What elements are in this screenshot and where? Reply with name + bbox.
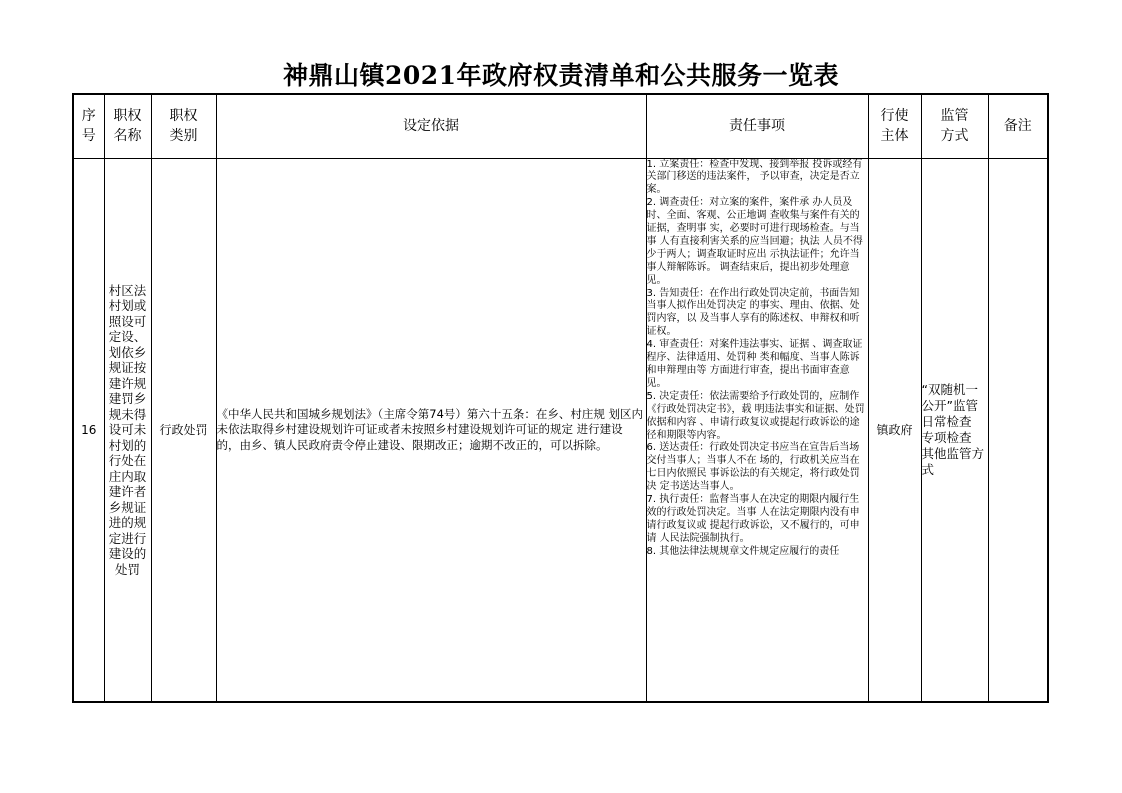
table-header-row <box>73 94 1048 158</box>
supervision-method: 专项检查 <box>921 429 972 445</box>
header-seq: 序号 <box>73 94 104 158</box>
row-legal-basis: 《中华人民共和国城乡规划法》（主席令第74号）第六十五条：在乡、村庄规 划区内未依法取得乡村建设规划许可证或者未按照乡村建设规划许可证的规定 进行建设的，由乡、镇人民政府责令停止建设、限期改正；逾期不改正的，可以拆除。 <box>216 158 646 702</box>
responsibility-item: 3. 告知责任：在作出行政处罚决定前，书面告知当事人拟作出处罚决定 的事实、理由、依据、处罚内容，以 及当事人享有的陈述权、申辩权和听 证权。 <box>646 287 860 338</box>
responsibility-item: 6. 送达责任：行政处罚决定书应当在宣告后当场交付当事人；当事人不在 场的，行政机关应当在七日内依照民 事诉讼法的有关规定，将行政处罚决 定书送达当事人。 <box>646 442 860 493</box>
header-note: 备注 <box>988 94 1048 158</box>
row-authority-type: 行政处罚 <box>151 158 216 702</box>
responsibility-item: 2. 调查责任：对立案的案件，案件承 办人员及时、全面、客观、公正地调 查收集与案件有关的证据，查明事 实，必要时可进行现场检查。与当事 人有直接利害关系的应当回避；执法 人员不得少于两人；调查取证时应出 示执法证件；允许当事人辩解陈诉。 调查结束后，提出初步处理意见。 <box>646 197 863 286</box>
header-name: 职权名称 <box>104 94 151 158</box>
responsibility-item: 1. 立案责任：检查中发现、接到举报 投诉或经有关部门移送的违法案件， 予以审查，决定是否立案。 <box>646 158 863 196</box>
row-seq: 16 <box>73 158 104 702</box>
responsibility-item: 8. 其他法律法规规章文件规定应履行的责任 <box>646 545 840 557</box>
header-basis: 设定依据 <box>216 94 646 158</box>
responsibility-item: 7. 执行责任：监督当事人在决定的期限内履行生效的行政处罚决定。当事 人在法定期限内没有申请行政复议或 提起行政诉讼，又不履行的，可申请 人民法院强制执行。 <box>646 494 860 544</box>
header-subject: 行使主体 <box>868 94 921 158</box>
row-authority-name: 村区法村划或照设可定设、划依乡规证按建许规建罚乡规未得设可未村划的行处在庄内取建许者乡规证进的规定进行建设的处罚 <box>104 158 151 702</box>
row-note <box>988 158 1048 702</box>
supervision-method: 其他监管方式 <box>921 445 985 477</box>
page-title: 神鼎山镇2021年政府权责清单和公共服务一览表 <box>282 61 840 90</box>
responsibility-item: 4. 审查责任：对案件违法事实、证据 、调查取证程序、法律适用、处罚种 类和幅度、当事人陈诉和申辩理由等 方面进行审查，提出书面审查意见。 <box>646 339 863 389</box>
table-row <box>73 158 1048 702</box>
row-responsibilities <box>646 158 868 702</box>
authority-table <box>72 93 1049 703</box>
supervision-method: 日常检查 <box>921 413 972 429</box>
header-responsibility: 责任事项 <box>646 94 868 158</box>
responsibility-item: 5. 决定责任：依法需要给予行政处罚的，应制作《行政处罚决定书》，载 明违法事实和证据、处罚依据和内容 、申请行政复议或提起行政诉讼的途 径和期限等内容。 <box>646 390 865 441</box>
row-subject: 镇政府 <box>868 158 921 702</box>
supervision-method: “双随机一公开”监管 <box>921 381 978 413</box>
row-supervision <box>921 158 988 702</box>
header-type: 职权类别 <box>151 94 216 158</box>
header-supervision: 监管方式 <box>921 94 988 158</box>
